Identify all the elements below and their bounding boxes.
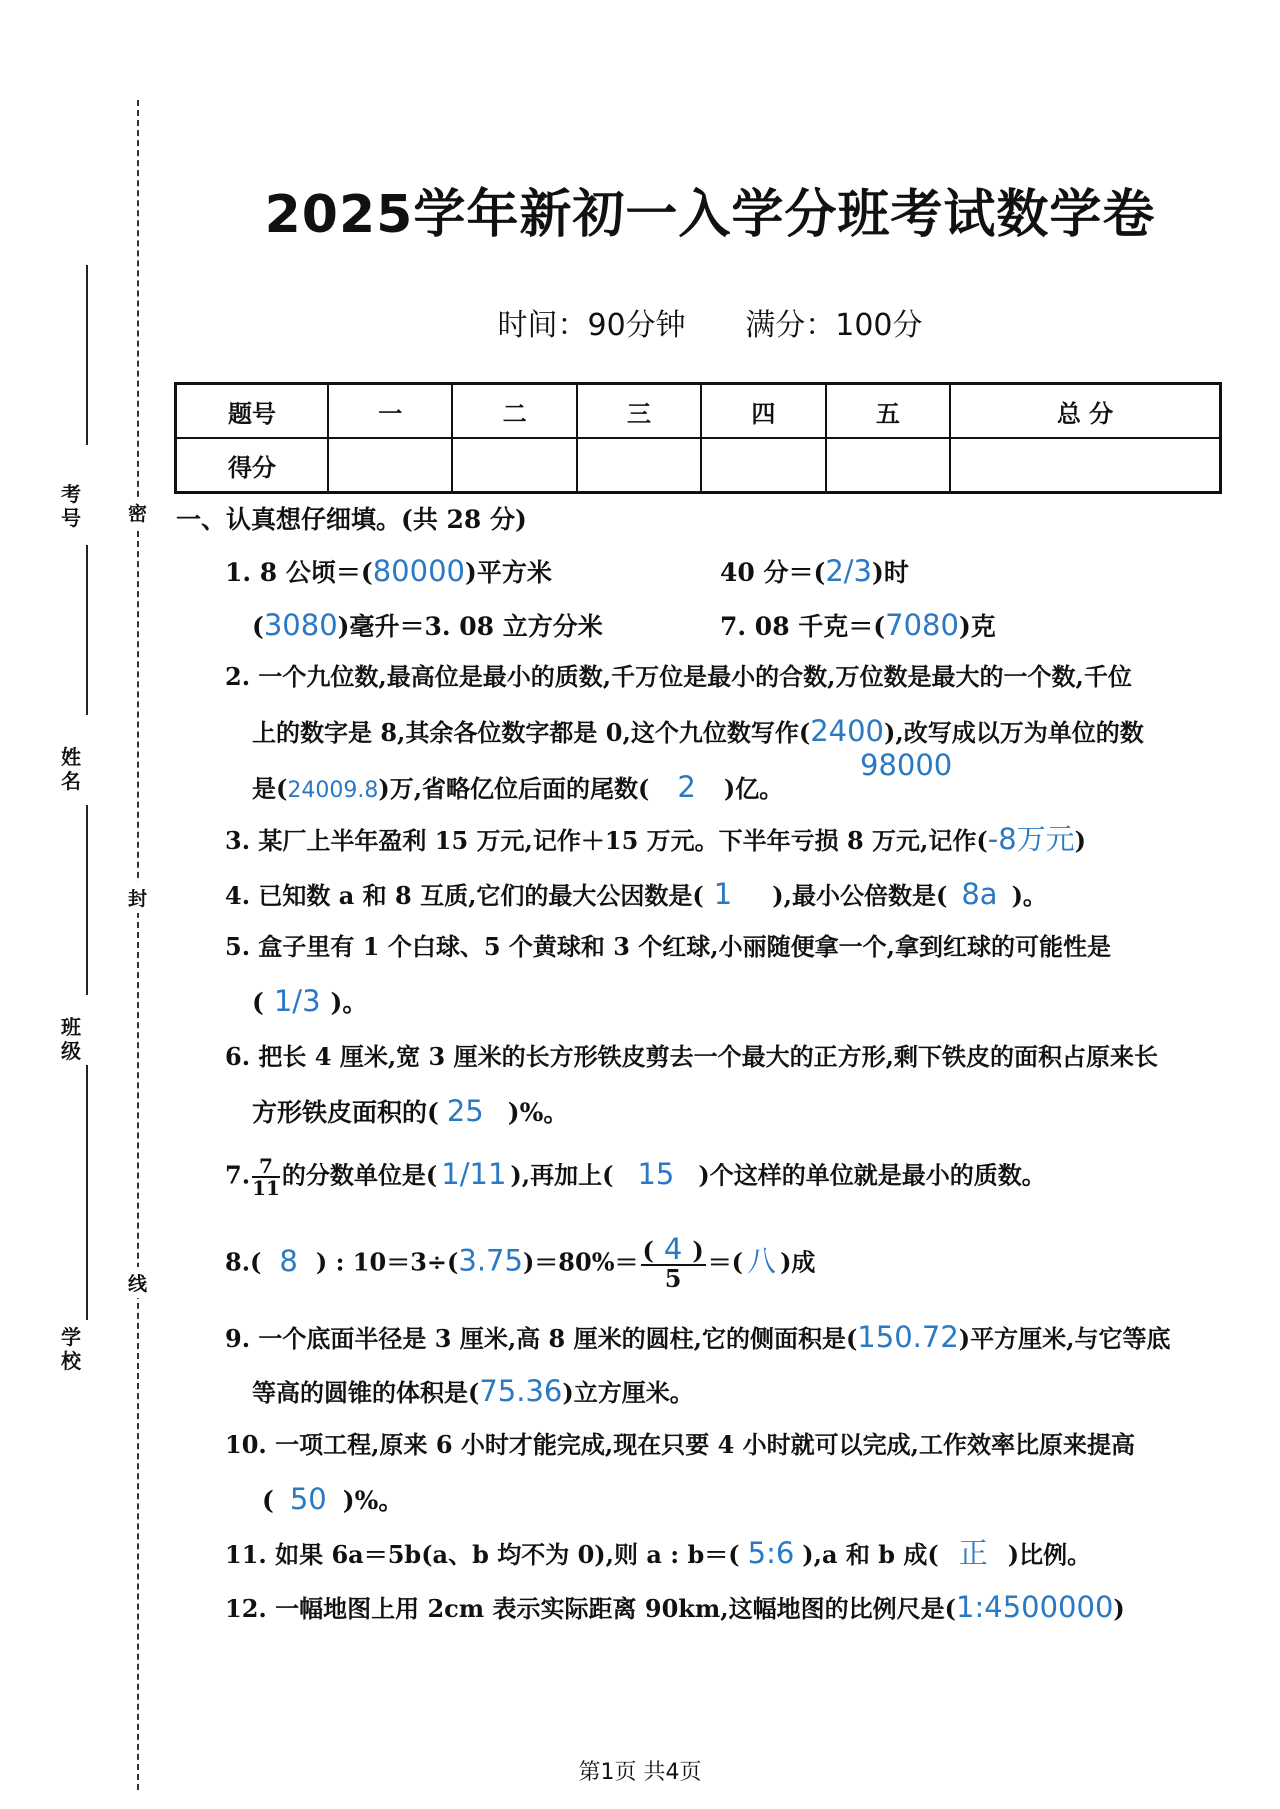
q7-fraction-numerator: 7	[252, 1156, 280, 1178]
q7-fraction-denominator: 11	[252, 1176, 280, 1200]
header-cell-5: 五	[826, 384, 950, 439]
q8-fraction-denominator: 5	[664, 1264, 682, 1293]
q7-fraction	[252, 1156, 280, 1198]
question-11	[225, 1536, 1091, 1572]
q2-answer-a[interactable]: 2400	[810, 714, 884, 748]
q4-answer-a[interactable]: 1	[713, 877, 733, 911]
q2-l3-text: 是(	[252, 774, 288, 803]
school-write-line	[86, 1065, 88, 1320]
question-6-line-2	[252, 1094, 568, 1130]
q9-answer-a[interactable]: 150.72	[857, 1320, 959, 1354]
q10-answer[interactable]: 50	[289, 1482, 327, 1516]
q4-text-post: )。	[1011, 881, 1047, 910]
q4-answer-b[interactable]: 8a	[961, 877, 998, 911]
school-label: 学校	[61, 1325, 81, 1373]
q11-text-post: )比例。	[1007, 1540, 1092, 1569]
question-2-line-3	[252, 770, 783, 808]
q7-text-mid: ),再加上(	[510, 1160, 614, 1190]
q3-answer[interactable]: -8万元	[987, 822, 1075, 856]
question-6-line-1: 6. 把长 4 厘米,宽 3 厘米的长方形铁皮剪去一个最大的正方形,剩下铁皮的面积占原来长	[225, 1042, 1158, 1071]
page-title: 2025学年新初一入学分班考试数学卷	[264, 185, 1156, 245]
q6-answer[interactable]: 25	[446, 1094, 484, 1128]
q1d-answer[interactable]: 7080	[885, 608, 959, 642]
header-cell-2: 二	[452, 384, 576, 439]
q11-answer-b[interactable]: 正	[958, 1536, 988, 1570]
question-1b	[720, 554, 909, 590]
q9-l2-text: 等高的圆锥的体积是(	[252, 1378, 480, 1407]
q1c-text-post: )毫升＝3. 08 立方分米	[337, 612, 603, 641]
q4-text: 4. 已知数 a 和 8 互质,它们的最大公因数是(	[225, 881, 704, 910]
exam-info	[180, 300, 1240, 344]
binding-dashed-line	[137, 100, 139, 1790]
score-cell-3[interactable]	[577, 438, 701, 493]
question-3	[225, 822, 1086, 858]
q8-answer-a[interactable]: 8	[279, 1243, 298, 1278]
q6-text-post: )%。	[507, 1098, 569, 1127]
seal-char-xian: 线	[128, 1267, 147, 1298]
q5-answer[interactable]: 1/3	[273, 984, 321, 1018]
question-2-line-1: 2. 一个九位数,最高位是最小的质数,千万位是最小的合数,万位数是最大的一个数,千位	[225, 662, 1132, 691]
score-cell-5[interactable]	[826, 438, 950, 493]
q9-text: 9. 一个底面半径是 3 厘米,高 8 厘米的圆柱,它的侧面积是(	[225, 1324, 858, 1353]
q6-text: 方形铁皮面积的(	[252, 1098, 439, 1127]
q2-l3-text-mid: )万,省略亿位后面的尾数(	[378, 774, 650, 803]
question-5-line-1: 5. 盒子里有 1 个白球、5 个黄球和 3 个红球,小丽随便拿一个,拿到红球的可能性是	[225, 932, 1111, 961]
score-table-header-row	[176, 384, 1221, 439]
score-table-score-row	[176, 438, 1221, 493]
q7-text-post: )个这样的单位就是最小的质数。	[698, 1160, 1046, 1190]
q7-answer-a[interactable]: 1/11	[441, 1156, 507, 1191]
q8-text: 8.(	[225, 1247, 262, 1277]
q8-text-post: )成	[780, 1247, 816, 1277]
q5-text: (	[252, 988, 264, 1017]
page-footer: 第1页 共4页	[578, 1760, 702, 1785]
q1a-text: 1. 8 公顷＝(	[225, 558, 373, 587]
q8-text-m3: ＝(	[707, 1247, 744, 1277]
score-cell-1[interactable]	[328, 438, 452, 493]
seal-char-feng: 封	[128, 882, 147, 913]
q2-answer-overflow[interactable]: 98000	[860, 748, 953, 782]
question-10-line-1: 10. 一项工程,原来 6 小时才能完成,现在只要 4 小时就可以完成,工作效率比原来提高	[225, 1430, 1135, 1459]
header-cell-label: 题号	[176, 384, 329, 439]
q1b-answer[interactable]: 2/3	[825, 554, 872, 588]
q8-fraction	[641, 1232, 706, 1293]
question-1c	[252, 608, 603, 644]
header-cell-3: 三	[577, 384, 701, 439]
q11-answer-a[interactable]: 5:6	[747, 1536, 795, 1570]
q1c-text: (	[252, 612, 264, 641]
class-label: 班级	[61, 1015, 81, 1063]
exam-full-score: 满分：100分	[745, 308, 923, 343]
score-cell-4[interactable]	[701, 438, 825, 493]
question-8	[225, 1232, 816, 1293]
score-cell-2[interactable]	[452, 438, 576, 493]
header-cell-4: 四	[701, 384, 825, 439]
q2-text-post: ),改写成以万为单位的数	[884, 718, 1144, 747]
q8-answer-numerator[interactable]: 4	[663, 1232, 683, 1266]
q9-answer-b[interactable]: 75.36	[479, 1374, 563, 1408]
q2-l3-text-post: )亿。	[723, 774, 784, 803]
q1d-text-post: )克	[958, 612, 996, 641]
q7-answer-b[interactable]: 15	[637, 1156, 675, 1191]
q1a-answer[interactable]: 80000	[372, 554, 465, 588]
question-4	[225, 877, 1047, 913]
exam-number-label: 考号	[61, 482, 81, 530]
q3-text: 3. 某厂上半年盈利 15 万元,记作＋15 万元。下半年亏损 8 万元,记作(	[225, 826, 988, 855]
q1a-text-post: )平方米	[465, 558, 552, 587]
q1d-text: 7. 08 千克＝(	[720, 612, 886, 641]
q8-answer-b[interactable]: 3.75	[458, 1243, 523, 1278]
question-12	[225, 1590, 1125, 1626]
q7-text: 的分数单位是(	[281, 1160, 438, 1190]
question-10-line-2	[262, 1482, 403, 1518]
q12-answer[interactable]: 1:4500000	[956, 1590, 1114, 1624]
class-write-line	[86, 805, 88, 995]
name-write-line	[86, 545, 88, 715]
q5-text-post: )。	[330, 988, 368, 1017]
exam-time: 时间：90分钟	[497, 308, 686, 343]
q11-text: 11. 如果 6a＝5b(a、b 均不为 0),则 a : b＝(	[225, 1540, 740, 1569]
q1b-text-post: )时	[872, 558, 909, 587]
question-7	[225, 1156, 1046, 1198]
seal-char-mi: 密	[128, 497, 147, 528]
q2-answer-b[interactable]: 24009.8	[287, 778, 379, 803]
q10-text: (	[262, 1486, 274, 1515]
q8-fraction-numerator: ( 4 )	[642, 1232, 704, 1266]
q10-text-post: )%。	[342, 1486, 404, 1515]
q2-answer-c[interactable]: 2	[677, 770, 696, 804]
question-1d	[720, 608, 996, 644]
q3-text-post: )	[1074, 826, 1087, 855]
q8-answer-c[interactable]: 八	[747, 1243, 777, 1278]
q8-text-m1: ) : 10＝3÷(	[315, 1247, 459, 1277]
q2-text: 上的数字是 8,其余各位数字都是 0,这个九位数写作(	[252, 718, 811, 747]
q12-text: 12. 一幅地图上用 2cm 表示实际距离 90km,这幅地图的比例尺是(	[225, 1594, 957, 1623]
question-9-line-2	[252, 1374, 694, 1410]
name-label: 姓名	[61, 745, 81, 793]
question-1a	[225, 554, 552, 590]
q1b-text: 40 分＝(	[720, 558, 826, 587]
q9-text-post: )平方厘米,与它等底	[958, 1324, 1171, 1353]
header-cell-1: 一	[328, 384, 452, 439]
score-row-label: 得分	[176, 438, 329, 493]
q7-number: 7.	[225, 1160, 251, 1190]
question-9-line-1	[225, 1320, 1171, 1356]
header-cell-total: 总 分	[950, 384, 1220, 439]
exam-number-write-line	[86, 265, 88, 445]
q4-text-mid: ),最小公倍数是(	[772, 881, 948, 910]
score-table	[174, 382, 1222, 494]
q9-l2-text-post: )立方厘米。	[562, 1378, 694, 1407]
section-title: 一、认真想仔细填。(共 28 分)	[176, 505, 527, 534]
score-cell-total[interactable]	[950, 438, 1220, 493]
q8-text-m2: )＝80%＝	[522, 1247, 639, 1277]
q12-text-post: )	[1113, 1594, 1125, 1623]
question-5-line-2	[252, 984, 367, 1020]
q11-text-mid: ),a 和 b 成(	[802, 1540, 939, 1569]
q1c-answer[interactable]: 3080	[263, 608, 338, 642]
question-2-line-2	[252, 714, 1144, 750]
